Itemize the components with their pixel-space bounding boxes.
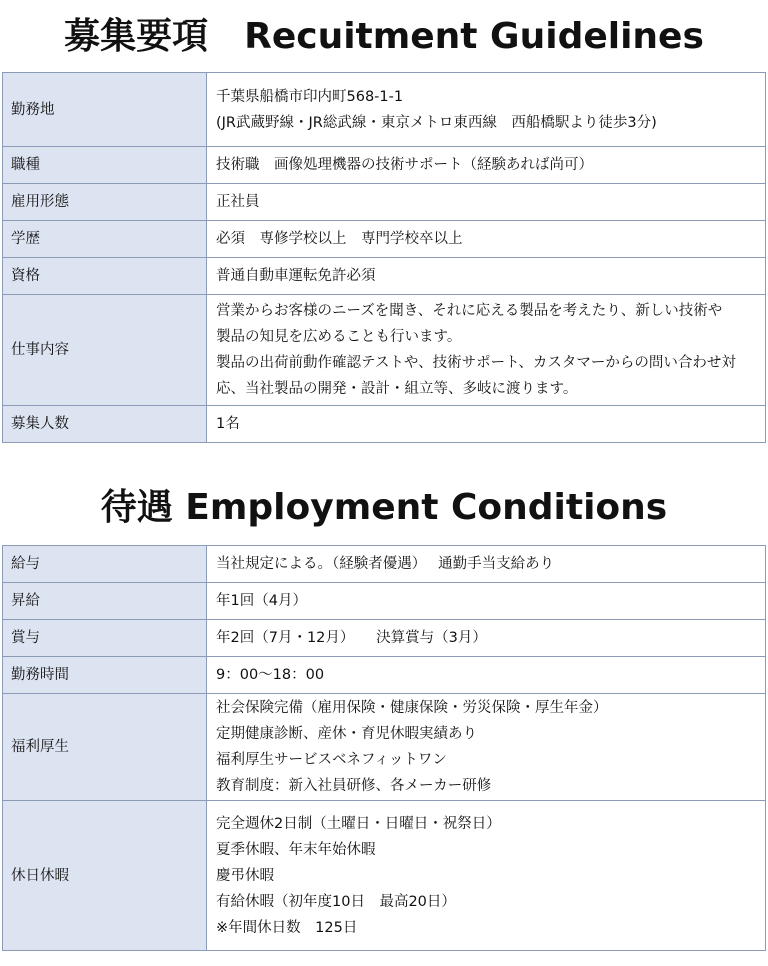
row-label: 募集人数 <box>3 406 207 443</box>
conditions-table <box>2 545 766 951</box>
row-value <box>207 801 766 951</box>
row-value <box>207 147 766 184</box>
row-value <box>207 694 766 801</box>
table-row <box>3 694 766 801</box>
row-label: 給与 <box>3 546 207 583</box>
value-line: 年2回（7月・12月） 決算賞与（3月） <box>216 630 487 646</box>
value-line: (JR武蔵野線・JR総武線・東京メトロ東西線 西船橋駅より徒歩3分) <box>216 114 657 131</box>
row-label: 昇給 <box>3 583 207 620</box>
table-row <box>3 620 766 657</box>
value-line: 当社規定による。（経験者優遇） 通勤手当支給あり <box>216 556 555 572</box>
row-value <box>207 406 766 443</box>
row-label: 休日休暇 <box>3 801 207 951</box>
row-label: 職種 <box>3 147 207 184</box>
value-line: 正社員 <box>216 194 260 210</box>
recruitment-table <box>2 72 766 443</box>
row-value <box>207 221 766 258</box>
value-line: 1名 <box>216 416 240 432</box>
row-value <box>207 295 766 406</box>
table-row <box>3 73 766 147</box>
row-label: 資格 <box>3 258 207 295</box>
row-value <box>207 657 766 694</box>
row-label: 仕事内容 <box>3 295 207 406</box>
row-label: 雇用形態 <box>3 184 207 221</box>
row-label: 勤務時間 <box>3 657 207 694</box>
conditions-title: 待遇 Employment Conditions <box>100 487 668 528</box>
table-row <box>3 221 766 258</box>
table-row <box>3 546 766 583</box>
value-line: 製品の出荷前動作確認テストや、技術サポート、カスタマーからの問い合わせ対 <box>216 355 736 371</box>
row-label: 福利厚生 <box>3 694 207 801</box>
table-row <box>3 583 766 620</box>
value-line: 完全週休2日制（土曜日・日曜日・祝祭日） <box>216 815 501 832</box>
value-line: 普通自動車運転免許必須 <box>216 268 376 284</box>
value-line: 技術職 画像処理機器の技術サポート（経験あれば尚可） <box>216 157 593 173</box>
value-line: 応、当社製品の開発・設計・組立等、多岐に渡ります。 <box>216 381 578 397</box>
value-line: 年1回（4月） <box>216 593 307 609</box>
row-label: 勤務地 <box>3 73 207 147</box>
table-row <box>3 406 766 443</box>
row-label: 学歴 <box>3 221 207 258</box>
value-line: 夏季休暇、年末年始休暇 <box>216 841 376 858</box>
value-line: 営業からお客様のニーズを聞き、それに応える製品を考えたり、新しい技術や <box>216 303 723 319</box>
value-line: 社会保険完備（雇用保険・健康保険・労災保険・厚生年金） <box>216 700 608 716</box>
row-value <box>207 546 766 583</box>
table-row <box>3 657 766 694</box>
value-line: 必須 専修学校以上 専門学校卒以上 <box>216 231 463 247</box>
value-line: 製品の知見を広めることも行います。 <box>216 329 462 345</box>
value-line: 有給休暇（初年度10日 最高20日） <box>216 893 456 910</box>
row-value <box>207 258 766 295</box>
row-value <box>207 184 766 221</box>
row-value <box>207 73 766 147</box>
value-line: 教育制度：新入社員研修、各メーカー研修 <box>216 778 492 794</box>
row-value <box>207 620 766 657</box>
table-row <box>3 295 766 406</box>
value-line: 慶弔休暇 <box>216 867 274 884</box>
table-row <box>3 184 766 221</box>
table-row <box>3 801 766 951</box>
value-line: ※年間休日数 125日 <box>216 919 358 936</box>
row-label: 賞与 <box>3 620 207 657</box>
table-row <box>3 258 766 295</box>
table-row <box>3 147 766 184</box>
row-value <box>207 583 766 620</box>
value-line: 千葉県船橋市印内町568-1-1 <box>216 88 404 105</box>
recruitment-title: 募集要項 Recuitment Guidelines <box>64 16 704 57</box>
value-line: 定期健康診断、産休・育児休暇実績あり <box>216 726 477 742</box>
value-line: 9：00～18：00 <box>216 667 325 683</box>
value-line: 福利厚生サービスベネフィットワン <box>216 752 447 768</box>
